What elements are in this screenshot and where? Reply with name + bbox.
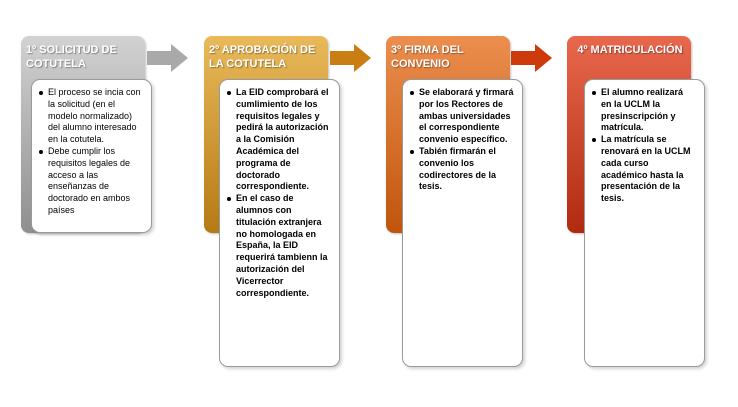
arrow-right-icon: [330, 43, 372, 73]
step-card-solicitud: [31, 79, 152, 233]
arrow-right-icon: [147, 43, 189, 73]
bullet-solicitud-1: El proceso se incia con la solicitud (en el modelo normalizado) del alumno interesado en la cotutela.: [38, 87, 143, 146]
step-title-matriculacion: 4º MATRICULACIÓN: [577, 44, 683, 56]
step-card-aprobacion: [219, 79, 340, 367]
bullet-matriculacion-2: La matrícula se renovará en la UCLM cada curso académico hasta la presentación de la tesis.: [591, 134, 696, 205]
step-card-firma: [402, 79, 523, 367]
step-title-firma: 3º FIRMA DEL CONVENIO: [391, 44, 464, 70]
bullet-aprobacion-1: La EID comprobará el cumlimiento de los requisitos legales y pedirá la autorización a la Comisión Académica del programa de doctorado correspondiente.: [226, 87, 331, 193]
arrow-right-icon: [511, 43, 553, 73]
step-title-aprobacion: 2º APROBACIÓN DE LA COTUTELA: [209, 44, 316, 70]
bullet-firma-1: Se elaborará y firmará por los Rectores de ambas universidades el correspondiente convenio específico.: [409, 87, 514, 146]
step-card-matriculacion: [584, 79, 705, 367]
bullet-matriculacion-1: El alumno realizará en la UCLM la presinscripción y matrícula.: [591, 87, 696, 134]
bullet-aprobacion-2: En el caso de alumnos con titulación extranjera no homologada en España, la EID requerirá tambienn la autorización del Vicerrector correspondiente.: [226, 193, 331, 299]
bullet-firma-2: Tabién firmarán el convenio los codirectores de la tesis.: [409, 146, 514, 193]
step-title-solicitud: 1º SOLICITUD DE COTUTELA: [26, 44, 117, 70]
bullet-solicitud-2: Debe cumplir los requisitos legales de acceso a las enseñanzas de doctorado en ambos países: [38, 146, 143, 217]
